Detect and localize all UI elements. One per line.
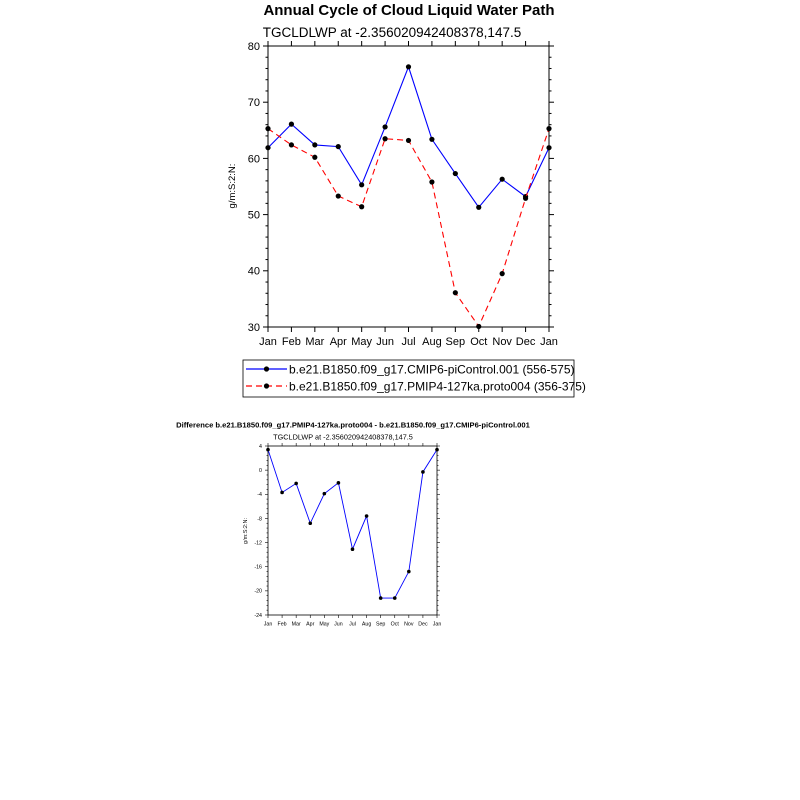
data-point — [453, 290, 458, 295]
data-point — [336, 144, 341, 149]
annual-cycle-chart — [227, 2, 586, 397]
y-tick-label: 50 — [247, 209, 260, 222]
legend — [243, 360, 586, 397]
y-tick-label: 70 — [247, 97, 260, 110]
x-tick-label: Feb — [277, 621, 287, 628]
x-tick-label: Aug — [422, 336, 442, 348]
x-tick-label: Jan — [259, 336, 277, 348]
data-point — [382, 124, 387, 129]
x-tick-label: Jun — [376, 336, 394, 348]
data-point — [312, 155, 317, 160]
data-point — [308, 521, 312, 525]
data-point — [289, 142, 294, 147]
data-point — [280, 491, 284, 495]
series-line-1 — [268, 129, 549, 327]
data-point — [546, 126, 551, 131]
data-point — [359, 204, 364, 209]
data-point — [323, 492, 327, 496]
legend-label-picontrol: b.e21.B1850.f09_g17.CMIP6-piControl.001 (556-575) — [289, 362, 575, 377]
legend-marker-127ka — [264, 383, 269, 388]
y-tick-label: 80 — [247, 40, 260, 53]
difference-y-axis-label: g/m:S:2:N: — [243, 518, 249, 544]
x-tick-label: Jul — [401, 336, 416, 348]
difference-chart — [176, 421, 530, 628]
data-point — [336, 193, 341, 198]
difference-y-axis — [254, 444, 440, 619]
data-point — [382, 136, 387, 141]
data-point — [312, 142, 317, 147]
data-point — [500, 177, 505, 182]
y-tick-label: -12 — [254, 540, 262, 547]
chart-title: Annual Cycle of Cloud Liquid Water Path — [263, 2, 555, 19]
data-point — [351, 547, 355, 551]
y-tick-label: -20 — [254, 588, 262, 595]
legend-label-127ka: b.e21.B1850.f09_g17.PMIP4-127ka.proto004 (356-375) — [289, 379, 586, 394]
data-point — [429, 137, 434, 142]
y-tick-label: -24 — [254, 612, 262, 619]
y-tick-label: -16 — [254, 564, 262, 571]
x-tick-label: Sep — [375, 621, 386, 628]
x-tick-label: May — [351, 336, 373, 348]
y-tick-label: 30 — [247, 321, 260, 334]
data-point — [406, 64, 411, 69]
data-point — [265, 145, 270, 150]
y-tick-label: 40 — [247, 265, 260, 278]
data-point — [429, 179, 434, 184]
x-tick-label: Dec — [418, 621, 428, 628]
data-point — [435, 448, 439, 452]
series-group — [265, 64, 551, 329]
x-tick-label: Jan — [263, 621, 273, 628]
chart-subtitle: TGCLDLWP at -2.356020942408378,147.5 — [262, 25, 522, 40]
data-point — [393, 596, 397, 600]
plot-frame — [268, 46, 549, 327]
y-tick-label: 4 — [259, 443, 262, 450]
x-tick-label: Aug — [361, 621, 372, 628]
data-point — [265, 126, 270, 131]
data-point — [289, 122, 294, 127]
y-tick-label: -8 — [257, 516, 262, 523]
data-point — [476, 205, 481, 210]
difference-series-group — [266, 448, 439, 600]
y-tick-label: 60 — [247, 153, 260, 166]
x-tick-label: Jun — [334, 621, 343, 628]
series-line-0 — [268, 450, 437, 598]
data-point — [359, 182, 364, 187]
data-point — [294, 482, 298, 486]
data-point — [500, 271, 505, 276]
y-axis-label: g/m:S:2:N: — [227, 163, 238, 209]
data-point — [365, 514, 369, 518]
y-axis — [248, 41, 554, 334]
x-tick-label: Apr — [329, 336, 347, 348]
y-tick-label: 0 — [259, 467, 262, 474]
x-tick-label: Oct — [470, 336, 488, 348]
x-tick-label: Jan — [432, 621, 442, 628]
x-tick-label: Mar — [305, 336, 325, 348]
data-point — [453, 171, 458, 176]
x-tick-label: Mar — [291, 621, 301, 628]
x-tick-label: Dec — [515, 336, 536, 348]
x-axis — [259, 41, 558, 348]
x-tick-label: Jul — [349, 621, 356, 628]
x-tick-label: Feb — [281, 336, 301, 348]
legend-marker-picontrol — [264, 366, 269, 371]
y-tick-label: -4 — [257, 492, 262, 499]
x-tick-label: Nov — [404, 621, 414, 628]
x-tick-label: Apr — [306, 621, 315, 628]
data-point — [337, 481, 341, 485]
data-point — [379, 596, 383, 600]
x-tick-label: Oct — [390, 621, 399, 628]
series-line-0 — [268, 67, 549, 208]
data-point — [476, 324, 481, 329]
data-point — [421, 470, 425, 474]
data-point — [266, 448, 270, 452]
data-point — [407, 570, 411, 574]
data-point — [546, 145, 551, 150]
x-tick-label: May — [319, 621, 330, 628]
data-point — [523, 196, 528, 201]
data-point — [406, 138, 411, 143]
x-tick-label: Nov — [492, 336, 512, 348]
x-tick-label: Jan — [540, 336, 558, 348]
difference-x-axis — [264, 443, 442, 627]
difference-subtitle: TGCLDLWP at -2.356020942408378,147.5 — [273, 432, 413, 442]
difference-title: Difference b.e21.B1850.f09_g17.PMIP4-127ka.proto004 - b.e21.B1850.f09_g17.CMIP6-piControl.001 — [176, 420, 530, 430]
difference-plot-frame — [268, 446, 437, 615]
x-tick-label: Sep — [445, 336, 466, 348]
